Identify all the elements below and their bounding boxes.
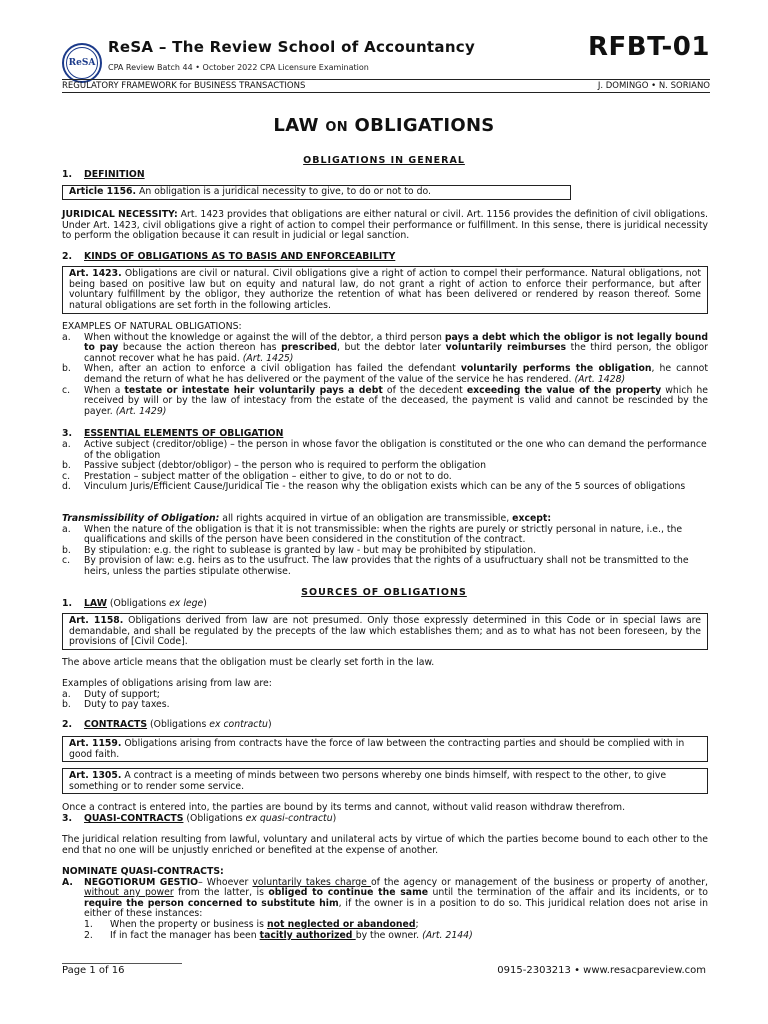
text: of the decedent xyxy=(382,384,467,396)
resa-logo-seal xyxy=(62,43,102,83)
text: , he cannot demand the return of what he has delivered or the payment of the value of the service he has rendered. xyxy=(84,363,709,385)
article-lead: Art. 1423. xyxy=(69,268,122,279)
examples-heading: EXAMPLES OF NATURAL OBLIGATIONS: xyxy=(62,321,242,332)
text: until the termination of the affair and its incidents, or to xyxy=(428,887,708,899)
list-item xyxy=(62,525,708,546)
juridical-necessity-paragraph xyxy=(62,210,708,242)
list-marker: a. xyxy=(62,331,71,343)
title-law: LAW xyxy=(273,115,319,136)
article-1305-box xyxy=(62,768,708,794)
text: of the agency or management of the business or property of another, xyxy=(370,876,708,888)
article-lead: Article 1156. xyxy=(69,186,137,197)
article-text: An obligation is a juridical necessity to give, to do or not to do. xyxy=(136,186,431,197)
list-marker: A. xyxy=(62,876,73,888)
text-bold: pays a debt which the obligor is not legally bound to pay xyxy=(84,331,708,354)
batch-info: CPA Review Batch 44 • October 2022 CPA Licensure Examination xyxy=(108,63,369,72)
example-b xyxy=(62,364,708,385)
text-bold: testate or intestate heir voluntarily pays a debt xyxy=(124,384,383,396)
quasi-contract-definition: The juridical relation resulting from lawful, voluntary and unilateral acts by virtue of which the parties become bound to each other to the end that no one will be unjustly enriched or benefited at the expense of another. xyxy=(62,834,708,856)
section-number: 2. xyxy=(62,251,73,262)
title-on: ON xyxy=(325,120,348,135)
section-number: 3. xyxy=(62,428,73,439)
text: , if the owner is in a position to do so. This juridical relation does not arise in either of these instances: xyxy=(84,897,709,920)
latin-term: ex lege xyxy=(169,598,204,609)
list-marker: a. xyxy=(62,688,71,700)
source-law xyxy=(62,599,708,610)
item-text: Prestation – subject matter of the obligation – either to give, to do or not to do. xyxy=(84,470,452,482)
list-marker: 1. xyxy=(84,918,93,930)
section-kinds xyxy=(62,252,708,263)
latin-term: ex quasi-contractu xyxy=(245,813,333,824)
text: When without the knowledge or against the will of the debtor, a third person xyxy=(84,331,445,343)
natural-obligations-examples xyxy=(62,322,708,417)
section-definition xyxy=(62,170,708,181)
paragraph-lead: Transmissibility of Obligation: xyxy=(62,513,220,524)
text: – Whoever xyxy=(198,876,253,888)
item-text: Duty to pay taxes. xyxy=(84,699,170,711)
nominate-quasi-contracts xyxy=(62,867,708,941)
text: When the property or business is xyxy=(110,918,267,930)
item-text: By provision of law: e.g. heirs as to the usufruct. The law provides that the rights of a usufructuary shall not be transmitted to the heirs, unless the parties stipulate otherwise. xyxy=(84,555,689,577)
item-text: When the nature of the obligation is that it is not transmissible: when the rights are purely or strictly personal in nature, i.e., the qualifications and skills of the person have been considered in the constitution of the contract. xyxy=(84,523,683,546)
section-number: 2. xyxy=(62,719,73,730)
elements-list xyxy=(62,440,708,493)
nominate-heading: NOMINATE QUASI-CONTRACTS: xyxy=(62,866,224,877)
article-1156-box xyxy=(62,185,571,200)
list-marker: 2. xyxy=(84,929,93,941)
list-marker: a. xyxy=(62,523,71,535)
page-header xyxy=(62,32,710,98)
list-marker: b. xyxy=(62,460,71,472)
article-text: Obligations derived from law are not presumed. Only those expressly determined in this Code or in special laws are demandable, and shall be regulated by the precepts of the law which establishes them; and as to what has not been foreseen, by the provisions of [Civil Code]. xyxy=(69,615,701,648)
list-marker: c. xyxy=(62,384,71,396)
text: ; xyxy=(415,918,419,930)
section-number: 1. xyxy=(62,169,73,180)
page-number: Page 1 of 16 xyxy=(62,965,125,976)
citation: (Art. 1428) xyxy=(574,373,626,385)
citation: (Art. 1425) xyxy=(242,352,294,364)
article-text: Obligations are civil or natural. Civil obligations give a right of action to compel their performance. Natural obligations, not being based on positive law but on equity and natural law, do not grant a right of action to enforce their performance, but after voluntary fulfillment by the obligor, they authorize the retention of what has been delivered or rendered by reason thereof. Some natural obligations are set forth in the following articles. xyxy=(69,268,701,311)
example-c xyxy=(62,386,708,418)
latin-term: ex contractu xyxy=(209,719,268,730)
subject-title: REGULATORY FRAMEWORK for BUSINESS TRANSACTIONS xyxy=(62,81,306,91)
list-marker: c. xyxy=(62,470,71,482)
text-bold: voluntarily performs the obligation xyxy=(460,363,652,375)
section-label: LAW xyxy=(84,598,107,609)
section-essential-elements xyxy=(62,429,708,440)
negotiorum-gestio xyxy=(62,878,708,920)
paragraph-text: Art. 1423 provides that obligations are either natural or civil. Art. 1156 provides the definition of civil obligations. Under Art. 1423, civil obligations give a right of action to compel their performance or fulfillment. In this sense, there is juridical necessity to perform the obligation because it can result in judicial or legal sanction. xyxy=(62,209,709,242)
instance-2 xyxy=(62,931,708,942)
article-text: A contract is a meeting of minds between two persons whereby one binds himself, with respect to the other, to give something or to render some service. xyxy=(69,770,667,792)
item-text: Active subject (creditor/oblige) – the person in whose favor the obligation is constituted or the one who can demand the performance of the obligation xyxy=(84,439,707,461)
list-item xyxy=(62,556,708,577)
text: , but the debtor later xyxy=(337,342,446,354)
heading-sources-of-obligations: SOURCES OF OBLIGATIONS xyxy=(301,587,467,598)
header-divider-top xyxy=(62,79,710,80)
list-marker: b. xyxy=(62,363,71,375)
article-lead: Art. 1305. xyxy=(69,770,122,781)
list-item xyxy=(62,700,708,711)
citation: (Art. 2144) xyxy=(422,929,473,941)
except-label: except: xyxy=(512,513,552,524)
list-item xyxy=(62,482,708,493)
article-lead: Art. 1159. xyxy=(69,738,122,749)
item-text: By stipulation: e.g. the right to sublease is granted by law - but may be prohibited by stipulation. xyxy=(84,544,537,556)
paren-text: ) xyxy=(332,813,337,824)
citation: (Art. 1429) xyxy=(115,405,167,417)
list-marker: b. xyxy=(62,699,71,711)
text: the third person, the obligor cannot recover what he has paid. xyxy=(84,342,708,364)
example-a xyxy=(62,333,708,365)
source-quasi-contracts xyxy=(62,814,708,825)
course-code: RFBT-01 xyxy=(588,32,710,62)
text-underlined: without any power xyxy=(84,887,174,899)
paren-text: (Obligations xyxy=(106,598,170,609)
paren-text: (Obligations xyxy=(147,719,210,730)
section-label: QUASI-CONTRACTS xyxy=(84,813,184,824)
text-bold: require the person concerned to substitute him xyxy=(84,897,339,909)
law-examples xyxy=(62,679,708,711)
paren-text: ) xyxy=(267,719,272,730)
text-bold-underlined: tacitly authorized xyxy=(259,929,356,941)
text-bold: prescribed xyxy=(281,342,338,354)
list-marker: b. xyxy=(62,544,71,556)
paragraph-text: all rights acquired in virtue of an obligation are transmissible, xyxy=(219,513,513,524)
paragraph-lead: JURIDICAL NECESSITY: xyxy=(62,209,178,220)
text: If in fact the manager has been xyxy=(110,929,260,941)
text: because the action thereon has xyxy=(118,342,282,354)
transmissibility-block xyxy=(62,514,708,578)
paren-text: ) xyxy=(203,598,207,609)
section-number: 3. xyxy=(62,813,73,824)
article-lead: Art. 1158. xyxy=(69,615,124,626)
term-lead: NEGOTIORUM GESTIO xyxy=(84,876,199,888)
list-item xyxy=(62,440,708,461)
page-title xyxy=(0,115,768,136)
contact-info: 0915-2303213 • www.resacpareview.com xyxy=(497,965,706,976)
text: which he received by will or by the law of intestacy from the estate of the deceased, the payment is valid and cannot be rescinded by the payer. xyxy=(84,384,708,417)
list-marker: a. xyxy=(62,439,71,450)
item-text: Vinculum Juris/Efficient Cause/Juridical Tie - the reason why the obligation exists which can be any of the 5 sources of obligations xyxy=(84,481,686,493)
section-label: DEFINITION xyxy=(84,169,145,180)
text-bold: voluntarily reimburses xyxy=(445,342,567,354)
authors: J. DOMINGO • N. SORIANO xyxy=(597,81,710,91)
text: from the latter, is xyxy=(173,887,269,899)
section-label: ESSENTIAL ELEMENTS OF OBLIGATION xyxy=(84,428,284,439)
article-1159-box xyxy=(62,736,708,762)
section-number: 1. xyxy=(62,598,73,609)
text-bold: obliged to continue the same xyxy=(268,887,429,899)
title-obligations: OBLIGATIONS xyxy=(354,115,495,136)
section-label: CONTRACTS xyxy=(84,719,148,730)
text: by the owner. xyxy=(355,929,423,941)
text-bold-underlined: not neglected or abandoned xyxy=(266,918,416,930)
article-1158-box xyxy=(62,613,708,650)
paren-text: (Obligations xyxy=(183,813,246,824)
law-meaning: The above article means that the obligation must be clearly set forth in the law. xyxy=(62,657,435,668)
list-marker: d. xyxy=(62,481,71,493)
article-text: Obligations arising from contracts have the force of law between the contracting parties and should be complied with in good faith. xyxy=(69,738,685,760)
article-1423-box xyxy=(62,266,708,314)
examples-heading: Examples of obligations arising from law are: xyxy=(62,678,272,689)
heading-obligations-in-general: OBLIGATIONS IN GENERAL xyxy=(303,155,465,166)
text-bold: exceeding the value of the property xyxy=(466,384,662,396)
section-label: KINDS OF OBLIGATIONS AS TO BASIS AND ENFORCEABILITY xyxy=(84,251,396,262)
school-name: ReSA – The Review School of Accountancy xyxy=(108,38,476,56)
item-text: Duty of support; xyxy=(84,688,160,700)
list-marker: c. xyxy=(62,555,71,567)
text-underlined: voluntarily takes charge xyxy=(252,876,371,888)
text: When, after an action to enforce a civil obligation has failed the defendant xyxy=(84,363,461,375)
logo-text: ReSA xyxy=(66,47,98,79)
footer-divider xyxy=(62,963,182,964)
contract-bound: Once a contract is entered into, the parties are bound by its terms and cannot, without valid reason withdraw therefrom. xyxy=(62,802,626,813)
header-divider-bottom xyxy=(62,92,710,93)
item-text: Passive subject (debtor/obligor) – the person who is required to perform the obligation xyxy=(84,460,486,472)
source-contracts xyxy=(62,720,708,731)
text: When a xyxy=(84,384,125,396)
